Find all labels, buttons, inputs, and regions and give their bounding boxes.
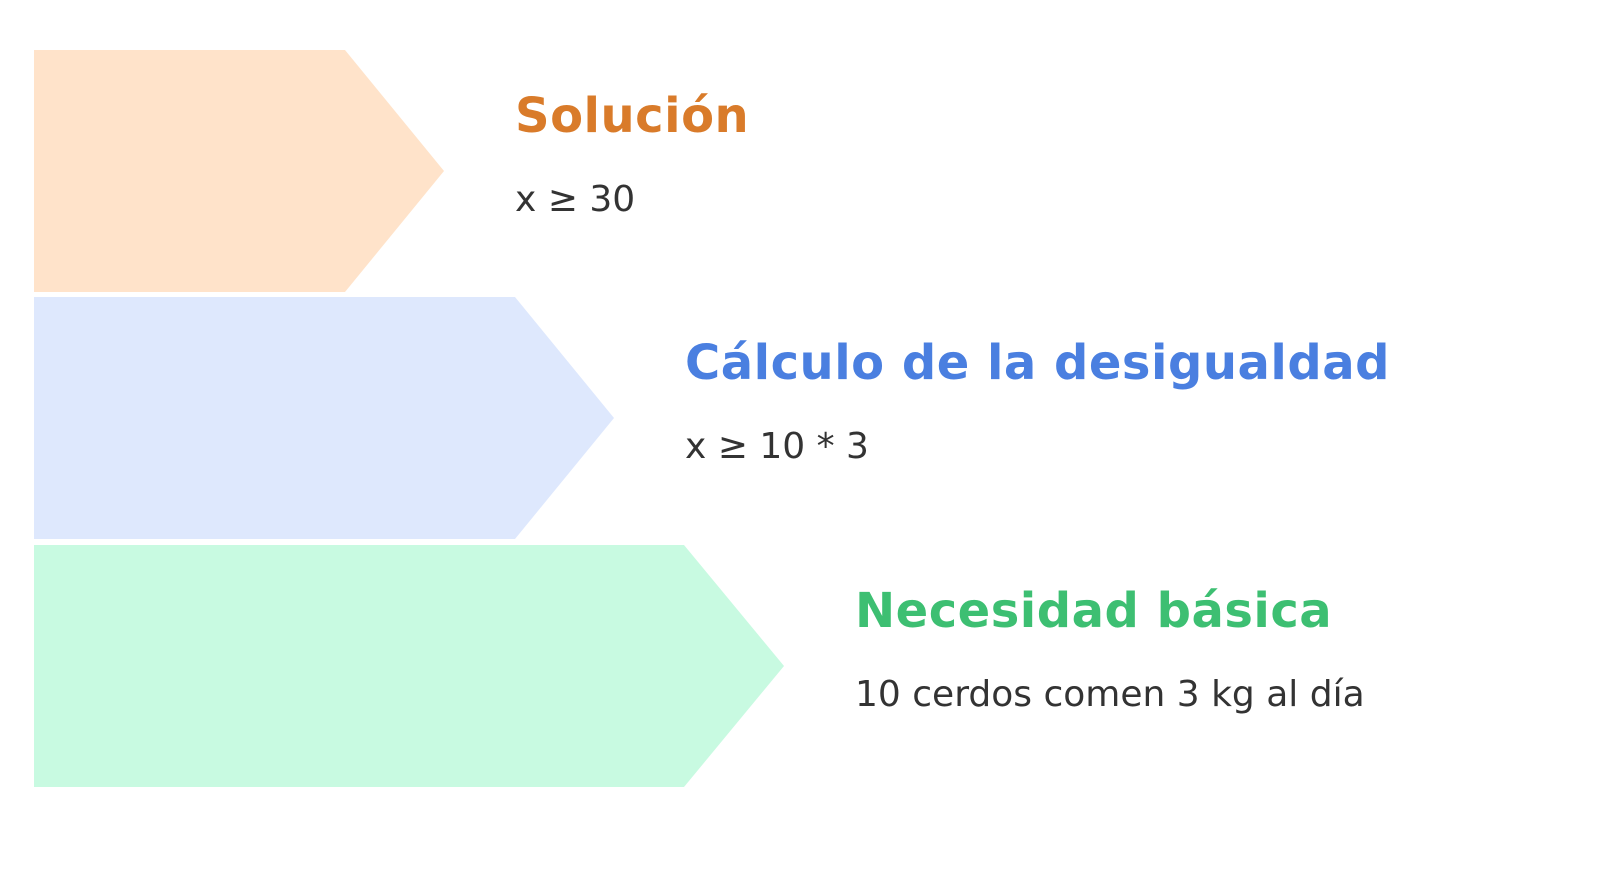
step-3-text-block xyxy=(855,583,1365,715)
step-3-description: 10 cerdos comen 3 kg al día xyxy=(855,674,1365,715)
step-1-title: Solución xyxy=(515,88,750,144)
step-2-title: Cálculo de la desigualdad xyxy=(685,335,1390,391)
step-1-arrow-shape xyxy=(34,50,444,292)
step-3-arrow-polygon xyxy=(34,545,784,787)
step-1-arrow-polygon xyxy=(34,50,444,292)
step-2-arrow-polygon xyxy=(34,297,614,539)
step-3-arrow-shape xyxy=(34,545,784,787)
step-2-description: x ≥ 10 * 3 xyxy=(685,426,869,467)
step-2-arrow-shape xyxy=(34,297,614,539)
step-3-title: Necesidad básica xyxy=(855,583,1333,639)
step-2-text-block xyxy=(685,335,1390,467)
step-1-text-block xyxy=(515,88,750,220)
step-1-description: x ≥ 30 xyxy=(515,179,636,220)
